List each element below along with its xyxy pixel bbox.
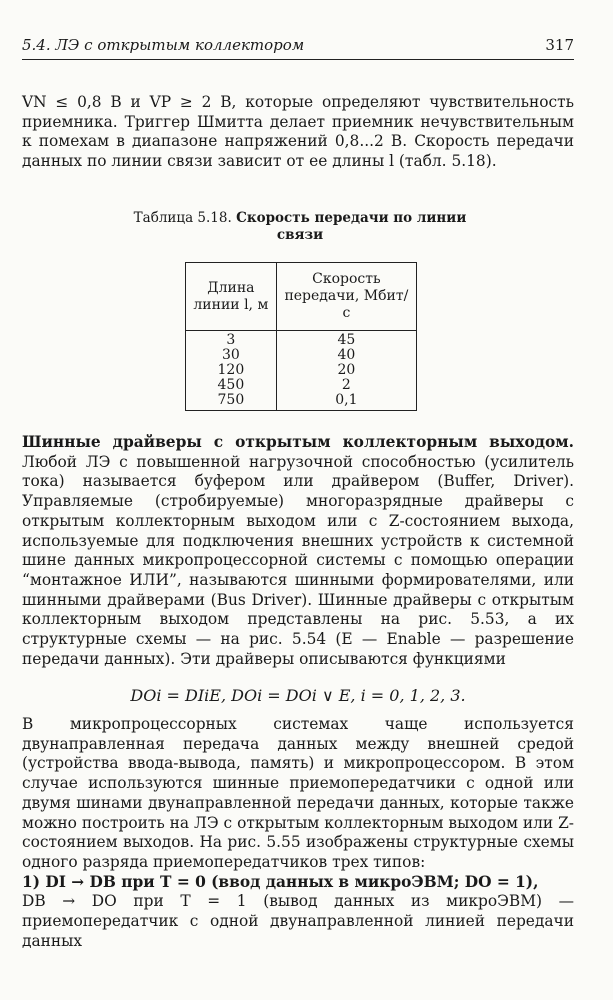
list-item: 1) DI → DB при T = 0 (ввод данных в микроЭВМ; DO = 1), — [22, 872, 539, 891]
table-cell-length: 750 — [217, 392, 245, 408]
table-cell-length: 450 — [217, 377, 245, 393]
table-cell-speed: 20 — [337, 362, 356, 378]
table-cell-speed: 40 — [337, 347, 356, 363]
page-number: 317 — [545, 36, 574, 54]
paragraph-bus-drivers — [22, 433, 574, 669]
paragraph-body: Любой ЛЭ с повышенной нагрузочной способностью (усилитель тока) называется буфером или драйвером (Buffer, Driver). Управляемые (стробируемые) многоразрядные драйверы с открытым коллекторным выходом или с Z-состоянием выхода, используемые для подключения внешних устройств к системной шине данных микропроцессорной системы с помощью операции “монтажное ИЛИ”, называются шинными формирователями, или шинными драйверами (Bus Driver). Шинные драйверы с открытым коллекторным выходом представлены на рис. 5.53, а их структурные схемы — на рис. 5.54 (E — Enable — разрешение передачи данных). Эти драйверы описываются функциями — [22, 452, 574, 668]
paragraph-heading: Шинные драйверы с открытым коллекторным выходом. — [22, 433, 574, 451]
table-cell-speed: 2 — [341, 377, 351, 393]
table-cell-speed: 45 — [337, 332, 356, 348]
paragraph-body: В микропроцессорных системах чаще используется двунаправленная передача данных между внешней средой (устройства ввода-вывода, память) и микропроцессором. В этом случае используются шинные приемопередатчики с одной или двумя шинами двунаправленной передачи данных, которые также можно построить на ЛЭ с открытым коллекторным выходом или Z-состоянием выходов. На рис. 5.55 изображены структурные схемы одного разряда приемопередатчиков трех типов: — [22, 715, 574, 871]
section-title: 5.4. ЛЭ с открытым коллектором — [22, 36, 305, 54]
table-cell-speed: 0,1 — [335, 392, 358, 408]
table-caption-prefix: Таблица 5.18. — [133, 210, 232, 226]
col-header-length: Длина линии l, м — [186, 263, 277, 331]
speed-table — [185, 262, 417, 411]
list-item: DB → DO при T = 1 (вывод данных из микроЭВМ) — приемопередатчик с одной двунаправленной линией передачи данных — [22, 892, 574, 950]
paragraph-intro: VN ≤ 0,8 В и VP ≥ 2 В, которые определяют чувствительность приемника. Триггер Шмитта делает приемник нечувствительным к помехам в диапазоне напряжений 0,8...2 В. Скорость передачи данных по линии связи зависит от ее длины l (табл. 5.18). — [22, 93, 574, 171]
table-cell-length: 120 — [217, 362, 245, 378]
table-cell-length: 30 — [221, 347, 240, 363]
col-header-speed: Скорость передачи, Мбит/с — [276, 263, 416, 331]
paragraph-transceivers — [22, 715, 574, 951]
table-caption — [120, 210, 480, 244]
length-column — [186, 331, 277, 411]
table-cell-length: 3 — [226, 332, 236, 348]
speed-column — [276, 331, 416, 411]
table-caption-title: Скорость передачи по линии связи — [236, 210, 467, 243]
running-header — [22, 36, 574, 60]
formula: DOi = DIiE, DOi = DOi ∨ E, i = 0, 1, 2, 3. — [130, 686, 466, 705]
